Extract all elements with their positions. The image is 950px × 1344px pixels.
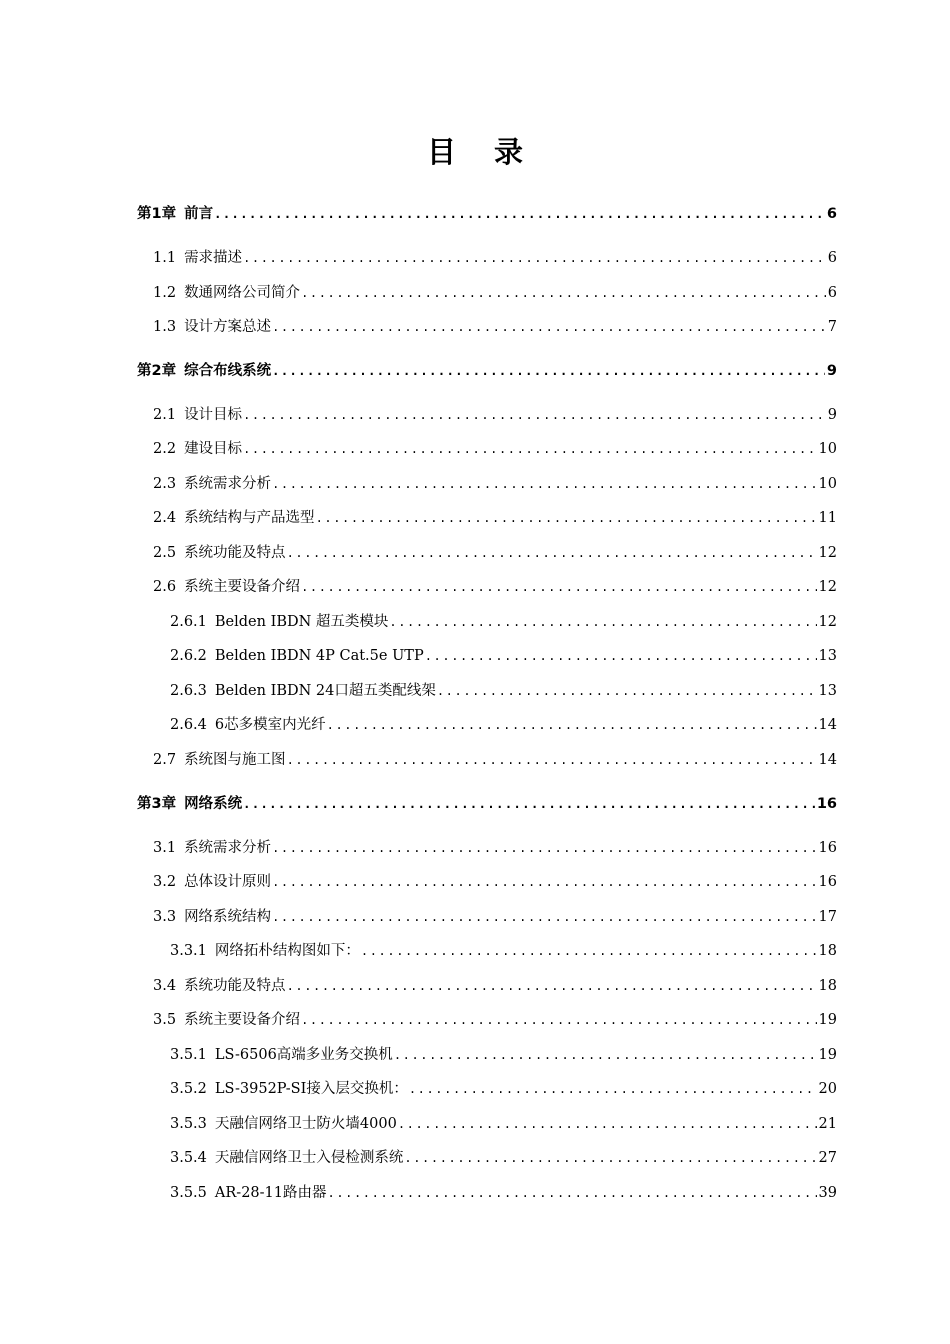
toc-entry-title: 系统主要设备介绍 xyxy=(184,579,301,595)
toc-entry-number: 3.5.1 xyxy=(170,1047,207,1063)
toc-entry-number: 2.6.3 xyxy=(170,683,207,699)
toc-entry-page: 19 xyxy=(818,1047,837,1063)
toc-entry[interactable] xyxy=(170,1181,837,1205)
toc-entry-page: 13 xyxy=(818,683,837,699)
toc-entry[interactable] xyxy=(170,713,837,737)
toc-entry[interactable] xyxy=(137,359,837,383)
toc-entry-page: 7 xyxy=(827,319,837,335)
toc-dot-leader xyxy=(316,506,817,530)
toc-dot-leader xyxy=(394,1043,817,1067)
toc-entry-number: 2.6.2 xyxy=(170,648,207,664)
toc-entry-page: 21 xyxy=(818,1116,837,1132)
toc-entry-number: 2.4 xyxy=(153,510,177,526)
toc-entry-number: 第2章 xyxy=(137,363,177,379)
toc-entry-number: 1.2 xyxy=(153,285,177,301)
toc-entry-title: 系统需求分析 xyxy=(184,840,272,856)
toc-entry-number: 3.5.2 xyxy=(170,1081,207,1097)
toc-entry-number: 2.3 xyxy=(153,476,177,492)
toc-entry-page: 12 xyxy=(818,545,837,561)
toc-entry[interactable] xyxy=(137,792,837,816)
toc-dot-leader xyxy=(243,792,815,816)
toc-entry-page: 10 xyxy=(818,476,837,492)
toc-entry-number: 2.6.4 xyxy=(170,717,207,733)
toc-dot-leader xyxy=(327,713,817,737)
toc-entry-title: 设计目标 xyxy=(184,407,243,423)
toc-entry-title: Belden IBDN 超五类模块 xyxy=(214,614,389,630)
toc-dot-leader xyxy=(272,870,816,894)
toc-entry-title: 系统主要设备介绍 xyxy=(184,1012,301,1028)
toc-entry[interactable] xyxy=(170,679,837,703)
toc-entry-page: 27 xyxy=(818,1150,837,1166)
toc-entry-title: 系统功能及特点 xyxy=(184,978,286,994)
toc-dot-leader xyxy=(389,610,816,634)
toc-entry-page: 9 xyxy=(827,407,837,423)
toc-entry-title: 6芯多模室内光纤 xyxy=(214,717,326,733)
toc-dot-leader xyxy=(214,202,825,226)
toc-entry[interactable] xyxy=(153,506,837,530)
toc-dot-leader xyxy=(287,748,817,772)
toc-entry-number: 第1章 xyxy=(137,206,177,222)
toc-entry-page: 39 xyxy=(818,1185,837,1201)
toc-entry-title: 系统结构与产品选型 xyxy=(184,510,315,526)
toc-entry[interactable] xyxy=(153,870,837,894)
toc-entry-page: 12 xyxy=(818,579,837,595)
toc-entry-page: 9 xyxy=(826,363,837,379)
toc-entry-title: 建设目标 xyxy=(184,441,243,457)
toc-entry-number: 3.1 xyxy=(153,840,177,856)
toc-entry-page: 6 xyxy=(827,250,837,266)
toc-entry-title: 需求描述 xyxy=(184,250,243,266)
toc-dot-leader xyxy=(272,472,816,496)
toc-entry-page: 11 xyxy=(818,510,837,526)
toc-dot-leader xyxy=(287,541,817,565)
toc-entry[interactable] xyxy=(170,1043,837,1067)
toc-entry-page: 16 xyxy=(818,840,837,856)
toc-entry[interactable] xyxy=(153,315,837,339)
toc-entry-title: 总体设计原则 xyxy=(184,874,272,890)
toc-entry-number: 3.4 xyxy=(153,978,177,994)
toc-entry-number: 3.5.3 xyxy=(170,1116,207,1132)
toc-entry-page: 10 xyxy=(818,441,837,457)
toc-dot-leader xyxy=(301,1008,816,1032)
toc-entry-title: 数通网络公司简介 xyxy=(184,285,301,301)
page-title: 目 录 xyxy=(426,135,538,169)
toc-entry-number: 第3章 xyxy=(137,796,177,812)
toc-entry-number: 3.3.1 xyxy=(170,943,207,959)
toc-entry-title: 天融信网络卫士防火墙4000 xyxy=(214,1116,397,1132)
toc-dot-leader xyxy=(272,359,825,383)
toc-entry-title: AR-28-11路由器 xyxy=(214,1185,327,1201)
toc-entry-page: 18 xyxy=(818,943,837,959)
toc-entry[interactable] xyxy=(153,437,837,461)
toc-entry-number: 2.1 xyxy=(153,407,177,423)
toc-entry-title: 系统功能及特点 xyxy=(184,545,286,561)
toc-entry-title: Belden IBDN 24口超五类配线架 xyxy=(214,683,436,699)
toc-entry-title: LS-3952P-SI接入层交换机： xyxy=(214,1081,408,1097)
toc-entry-number: 3.5 xyxy=(153,1012,177,1028)
toc-dot-leader xyxy=(398,1112,817,1136)
toc-entry[interactable] xyxy=(170,1112,837,1136)
toc-entry-page: 13 xyxy=(818,648,837,664)
toc-entry-page: 12 xyxy=(818,614,837,630)
toc-entry-number: 3.5.5 xyxy=(170,1185,207,1201)
toc-entry-number: 2.5 xyxy=(153,545,177,561)
toc-entry-number: 2.2 xyxy=(153,441,177,457)
toc-entry-number: 2.7 xyxy=(153,752,177,768)
toc-dot-leader xyxy=(272,315,826,339)
toc-entry[interactable] xyxy=(153,974,837,998)
toc-entry[interactable] xyxy=(153,541,837,565)
toc-dot-leader xyxy=(328,1181,817,1205)
toc-entry[interactable] xyxy=(170,939,837,963)
toc-entry[interactable] xyxy=(153,575,837,599)
toc-dot-leader xyxy=(404,1146,816,1170)
toc-entry-number: 3.3 xyxy=(153,909,177,925)
toc-dot-leader xyxy=(272,905,816,929)
toc-dot-leader xyxy=(243,437,816,461)
toc-entry[interactable] xyxy=(153,403,837,427)
toc-dot-leader xyxy=(301,281,826,305)
toc-entry-page: 17 xyxy=(818,909,837,925)
toc-entry-title: 系统图与施工图 xyxy=(184,752,286,768)
toc-dot-leader xyxy=(301,575,816,599)
toc-entry-title: 系统需求分析 xyxy=(184,476,272,492)
toc-entry[interactable] xyxy=(170,1077,837,1101)
toc-entry-page: 16 xyxy=(816,796,837,812)
toc-entry-title: 天融信网络卫士入侵检测系统 xyxy=(214,1150,404,1166)
toc-entry-page: 6 xyxy=(827,285,837,301)
toc-entry-title: LS-6506高端多业务交换机 xyxy=(214,1047,393,1063)
toc-dot-leader xyxy=(425,644,817,668)
toc-entry[interactable] xyxy=(153,1008,837,1032)
toc-entry[interactable] xyxy=(153,836,837,860)
toc-entry-title: 设计方案总述 xyxy=(184,319,272,335)
toc-entry[interactable] xyxy=(170,1146,837,1170)
toc-entry-title: Belden IBDN 4P Cat.5e UTP xyxy=(214,648,424,664)
toc-entry-title: 综合布线系统 xyxy=(184,363,272,379)
toc-entry[interactable] xyxy=(137,202,837,226)
toc-entry[interactable] xyxy=(170,610,837,634)
toc-entry[interactable] xyxy=(153,281,837,305)
toc-entry-title: 前言 xyxy=(184,206,214,222)
toc-entry-title: 网络系统 xyxy=(184,796,243,812)
toc-entry-page: 14 xyxy=(818,717,837,733)
toc-entry-page: 20 xyxy=(818,1081,837,1097)
toc-dot-leader xyxy=(287,974,817,998)
toc-entry[interactable] xyxy=(153,472,837,496)
toc-entry-number: 2.6.1 xyxy=(170,614,207,630)
toc-entry-page: 6 xyxy=(826,206,837,222)
toc-entry-title: 网络系统结构 xyxy=(184,909,272,925)
toc-entry-number: 1.3 xyxy=(153,319,177,335)
toc-entry[interactable] xyxy=(153,905,837,929)
toc-entry-page: 18 xyxy=(818,978,837,994)
toc-entry-page: 16 xyxy=(818,874,837,890)
toc-dot-leader xyxy=(437,679,817,703)
toc-entry[interactable] xyxy=(153,246,837,270)
toc-entry-number: 1.1 xyxy=(153,250,177,266)
toc-entry[interactable] xyxy=(170,644,837,668)
toc-dot-leader xyxy=(409,1077,817,1101)
toc-entry-page: 14 xyxy=(818,752,837,768)
toc-entry-page: 19 xyxy=(818,1012,837,1028)
toc-entry-number: 2.6 xyxy=(153,579,177,595)
toc-dot-leader xyxy=(243,246,826,270)
toc-dot-leader xyxy=(361,939,817,963)
toc-dot-leader xyxy=(272,836,816,860)
toc-entry-title: 网络拓朴结构图如下： xyxy=(214,943,360,959)
toc-entry-number: 3.2 xyxy=(153,874,177,890)
toc-entry-number: 3.5.4 xyxy=(170,1150,207,1166)
toc-dot-leader xyxy=(243,403,826,427)
toc-entry[interactable] xyxy=(153,748,837,772)
